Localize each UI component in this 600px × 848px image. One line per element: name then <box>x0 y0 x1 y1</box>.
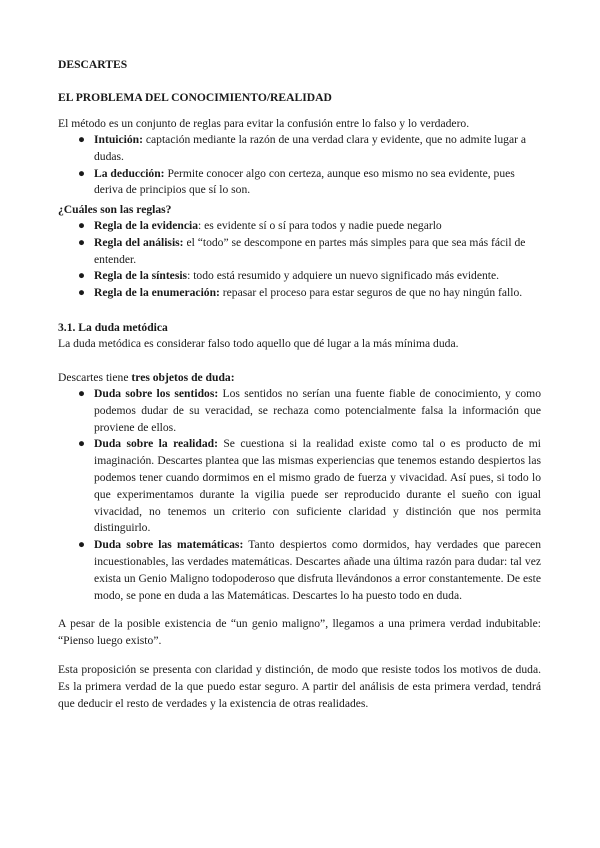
doubt-text: Tanto despiertos como dormidos, hay verdades que parecen incuestionables, las verdades matemáticas. Descartes añade una última razón para dudar: tal vez exista un Genio Maligno todopoderoso que disfruta llevándonos a error constantemente. De este modo, se pone en duda a las Matemáticas. Descartes lo ha puesto todo en duda. <box>94 538 541 602</box>
rule-text: : todo está resumido y adquiere un nuevo significado más evidente. <box>187 269 500 283</box>
section-title: 3.1. La duda metódica <box>58 321 168 334</box>
rule-text: repasar el proceso para estar seguros de que no hay ningún fallo. <box>219 286 523 300</box>
doubt-term: Duda sobre las matemáticas: <box>94 538 244 552</box>
method-term: La deducción: <box>94 166 165 180</box>
intro-paragraph: El método es un conjunto de reglas para evitar la confusión entre lo falso y lo verdadero. <box>58 117 470 130</box>
doubt-text: Los sentidos no serían una fuente fiable de conocimiento, y como podemos dudar de su veracidad, se rechaza como potencialmente falsa la información que proviene de ellos. <box>94 387 541 434</box>
doubts-list <box>58 386 541 604</box>
doubt-text: Se cuestiona si la realidad existe como tal o es producto de mi imaginación. Descartes plantea que las mismas experiencias que tenemos estando despiertos las podemos tener cuando dormimos en el mismo grado de fuerza y vivacidad. Así pues, si todo lo que experimentamos durante la vigilia puede ser reproducido durante el sueño con igual vivacidad, no tenemos un criterio con suficiente claridad y distinción que nos permita distinguirlo. <box>94 437 541 535</box>
genio-paragraph: A pesar de la posible existencia de “un genio maligno”, llegamos a una primera verdad indubitable: “Pienso luego existo”. <box>58 617 541 647</box>
bullet-icon: ● <box>78 437 86 451</box>
bullet-icon: ● <box>78 286 86 300</box>
objects-intro <box>58 370 541 387</box>
methods-list <box>58 132 541 199</box>
rule-text: el “todo” se descompone en partes más simples para que sea más fácil de entender. <box>94 235 526 266</box>
method-text: captación mediante la razón de una verdad clara y evidente, que no admite lugar a dudas. <box>94 133 527 163</box>
document-title: DESCARTES <box>58 58 128 71</box>
bullet-icon: ● <box>78 219 86 232</box>
list-item <box>58 166 541 200</box>
rules-list <box>58 218 541 302</box>
main-heading: EL PROBLEMA DEL CONOCIMIENTO/REALIDAD <box>58 91 332 104</box>
final-paragraph: Esta proposición se presenta con claridad y distinción, de modo que resiste todos los motivos de duda. Es la primera verdad de la que puedo estar seguro. A partir del análisis de esta primera verdad, tendrá que deducir el resto de verdades y la existencia de otras realidades. <box>58 663 541 710</box>
method-text: Permite conocer algo con certeza, aunque eso mismo no sea evidente, pues deriva de principios que sí lo son. <box>94 166 515 197</box>
rule-term: Regla de la evidencia <box>94 219 199 232</box>
bullet-icon: ● <box>78 269 86 283</box>
bullet-icon: ● <box>78 235 86 249</box>
objects-intro-text: Descartes tiene <box>58 371 132 384</box>
section-definition: La duda metódica es considerar falso todo aquello que dé lugar a la más mínima duda. <box>58 337 459 350</box>
list-item <box>58 537 541 604</box>
doubt-term: Duda sobre la realidad: <box>94 437 218 451</box>
bullet-icon: ● <box>78 538 86 552</box>
list-item <box>58 436 541 537</box>
bullet-icon: ● <box>78 133 86 146</box>
rule-term: Regla de la síntesis <box>94 269 188 283</box>
list-item <box>58 132 541 166</box>
rules-heading: ¿Cuáles son las reglas? <box>58 203 172 216</box>
rule-text: : es evidente sí o sí para todos y nadie puede negarlo <box>198 219 442 232</box>
list-item <box>58 386 541 436</box>
doubt-term: Duda sobre los sentidos: <box>94 387 219 400</box>
list-item <box>58 235 541 269</box>
bullet-icon: ● <box>78 387 86 400</box>
list-item <box>58 285 541 302</box>
method-term: Intuición: <box>94 133 143 146</box>
list-item <box>58 218 541 235</box>
rule-term: Regla de la enumeración: <box>94 286 220 300</box>
bullet-icon: ● <box>78 166 86 180</box>
objects-intro-bold: tres objetos de duda: <box>131 371 235 384</box>
rule-term: Regla del análisis: <box>94 235 184 249</box>
list-item <box>58 268 541 285</box>
